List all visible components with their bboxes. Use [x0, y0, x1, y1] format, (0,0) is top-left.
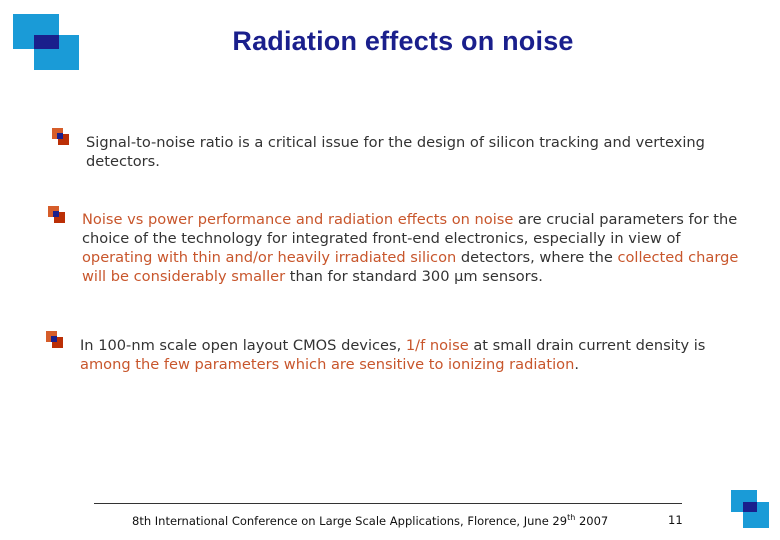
bullet-text-2 [82, 210, 752, 286]
slide-title: Radiation effects on noise [232, 26, 574, 56]
highlighted-text: among the few parameters which are sensitive to ionizing radiation [80, 356, 575, 373]
bullet-text-3 [80, 336, 720, 374]
highlighted-text: Noise vs power performance and radiation effects on noise [82, 211, 514, 228]
footer-divider [94, 503, 682, 504]
bullet-square-icon [46, 331, 64, 349]
body-text: detectors, where the [456, 249, 618, 266]
body-text: at small drain current density is [468, 337, 706, 354]
footer-conference: 8th International Conference on Large Scale Applications, Florence, June 29th 2007 [132, 513, 609, 528]
highlighted-text: operating with thin and/or heavily irradiated silicon [82, 249, 457, 266]
body-text: Signal-to-noise ratio is a critical issue for the design of silicon tracking and vertexing detectors. [86, 134, 705, 170]
logo-squares-bottom [731, 490, 769, 528]
bullet-square-icon [48, 206, 66, 224]
bullet-square-icon [52, 128, 70, 146]
body-text: In 100-nm scale open layout CMOS devices, [80, 337, 406, 354]
body-text: than for standard 300 µm sensors. [285, 268, 543, 285]
bullet-text-1 [86, 133, 716, 171]
body-text: . [574, 356, 579, 373]
highlighted-text: collected charge will be considerably smaller [82, 249, 739, 285]
highlighted-text: 1/f noise [405, 337, 469, 354]
page-number: 11 [668, 513, 683, 527]
body-text: are crucial parameters for the choice of the technology for integrated front-end electronics, especially in view of [82, 211, 738, 247]
